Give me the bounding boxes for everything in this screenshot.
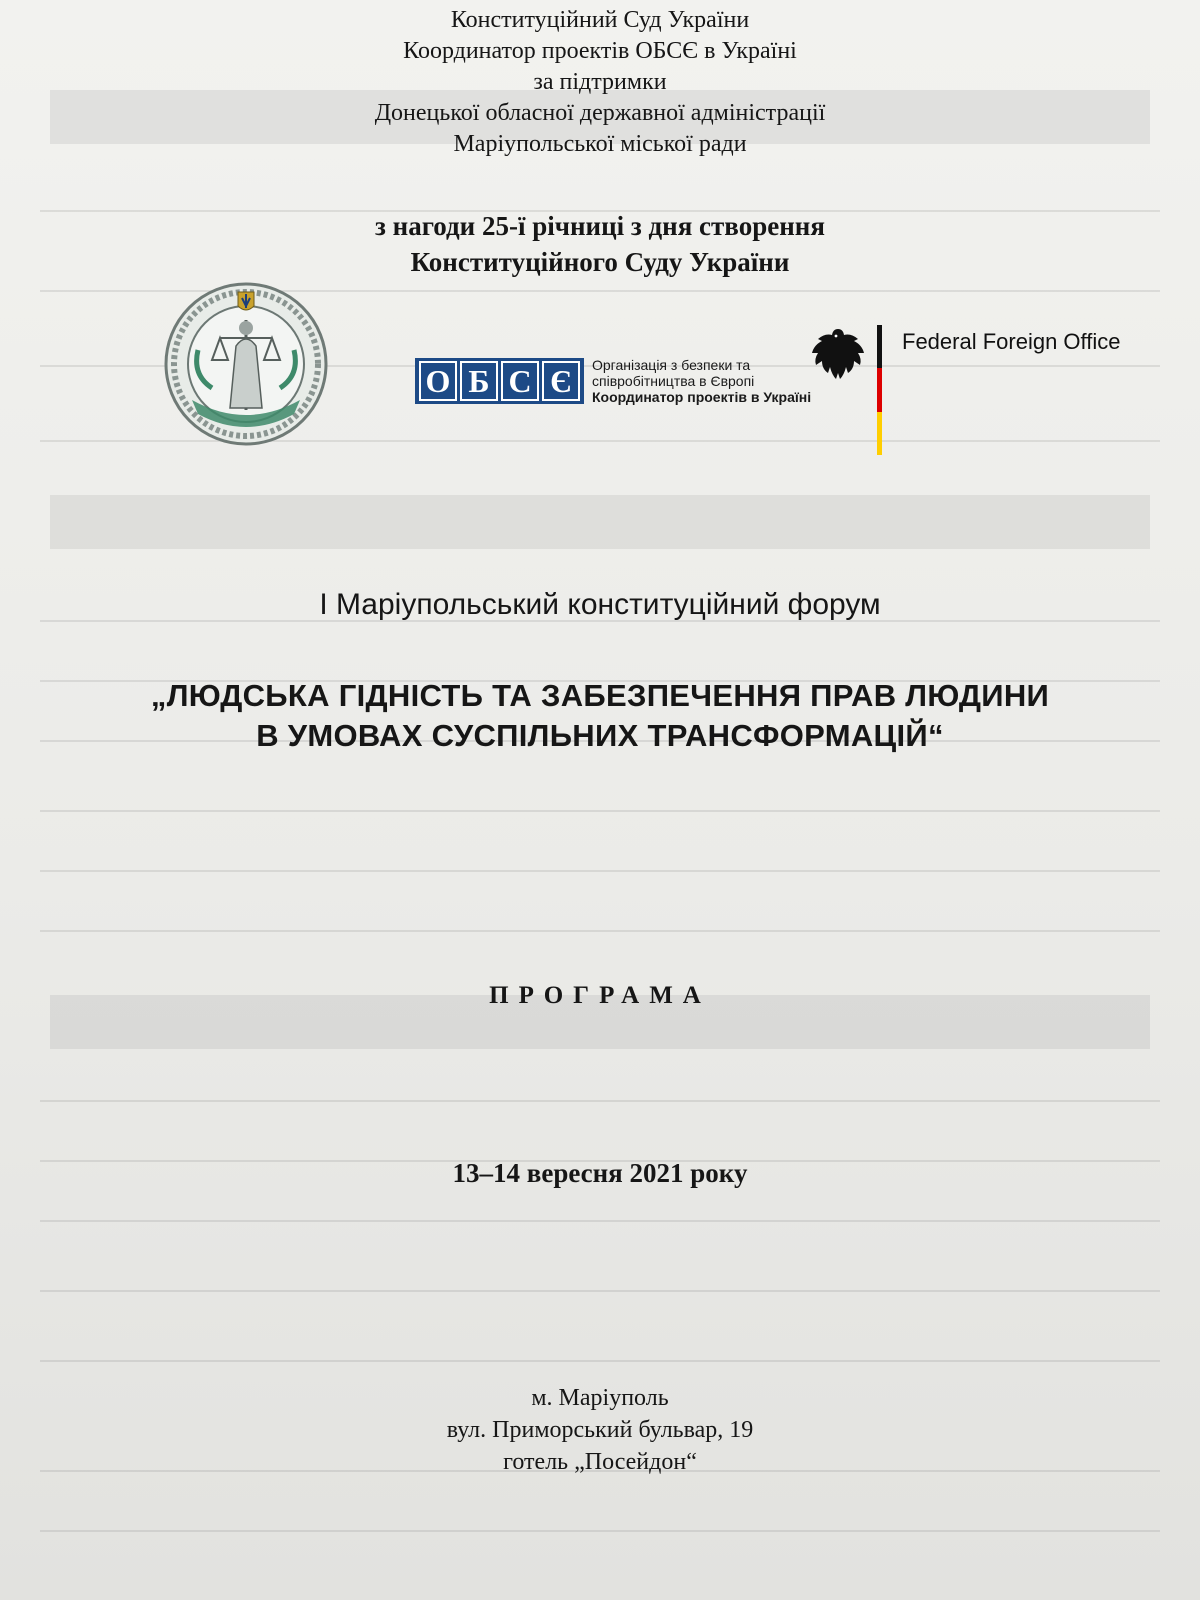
occasion-block	[0, 208, 1200, 280]
organizer-line: Маріупольської міської ради	[453, 131, 747, 157]
forum-title-block	[0, 676, 1200, 756]
flag-stripe-red	[877, 368, 882, 411]
organizer-line: за підтримки	[533, 69, 667, 95]
event-dates: 13–14 вересня 2021 року	[452, 1158, 748, 1188]
ffo-name: Federal Foreign Office	[902, 329, 1121, 354]
address-line: готель „Посейдон“	[503, 1449, 697, 1475]
flag-stripe-gold	[877, 412, 882, 455]
organizer-line: Донецької обласної державної адміністрації	[374, 100, 826, 126]
german-eagle-icon	[810, 325, 866, 383]
osce-caption-line: Організація з безпеки та	[592, 357, 751, 373]
constitutional-court-seal-icon	[162, 280, 330, 448]
forum-number-line	[0, 585, 1200, 625]
organizers-block	[0, 5, 1200, 160]
osce-letter: Б	[460, 361, 498, 401]
osce-logo	[415, 357, 811, 405]
organizer-line: Координатор проектів ОБСЄ в Україні	[403, 38, 797, 64]
osce-caption	[592, 357, 811, 405]
forum-number: I Маріупольський конституційний форум	[319, 588, 881, 621]
program-heading: ПРОГРАМА	[489, 982, 711, 1009]
program-heading-block	[0, 982, 1200, 1010]
organizer-line: Конституційний Суд України	[450, 7, 750, 33]
federal-foreign-office-logo	[810, 325, 1130, 455]
dates-block	[0, 1158, 1200, 1189]
osce-caption-bold-line: Координатор проектів в Україні	[592, 389, 812, 405]
occasion-line: з нагоди 25-ї річниці з дня створення	[375, 211, 825, 241]
address-line: вул. Приморський бульвар, 19	[446, 1417, 754, 1443]
address-line: м. Маріуполь	[531, 1385, 669, 1411]
forum-title-line: „ЛЮДСЬКА ГІДНІСТЬ ТА ЗАБЕЗПЕЧЕННЯ ПРАВ ЛЮДИНИ	[150, 678, 1050, 713]
flag-stripe-black	[877, 325, 882, 368]
forum-title-line: В УМОВАХ СУСПІЛЬНИХ ТРАНСФОРМАЦІЙ“	[256, 718, 944, 753]
logos-row	[0, 280, 1200, 450]
address-block	[0, 1382, 1200, 1478]
osce-caption-line: співробітництва в Європі	[592, 373, 755, 389]
osce-letter: О	[419, 361, 457, 401]
osce-letter: Є	[542, 361, 580, 401]
osce-letters	[415, 358, 584, 404]
german-flag-bar	[877, 325, 882, 455]
occasion-line: Конституційного Суду України	[410, 247, 790, 277]
osce-letter: С	[501, 361, 539, 401]
